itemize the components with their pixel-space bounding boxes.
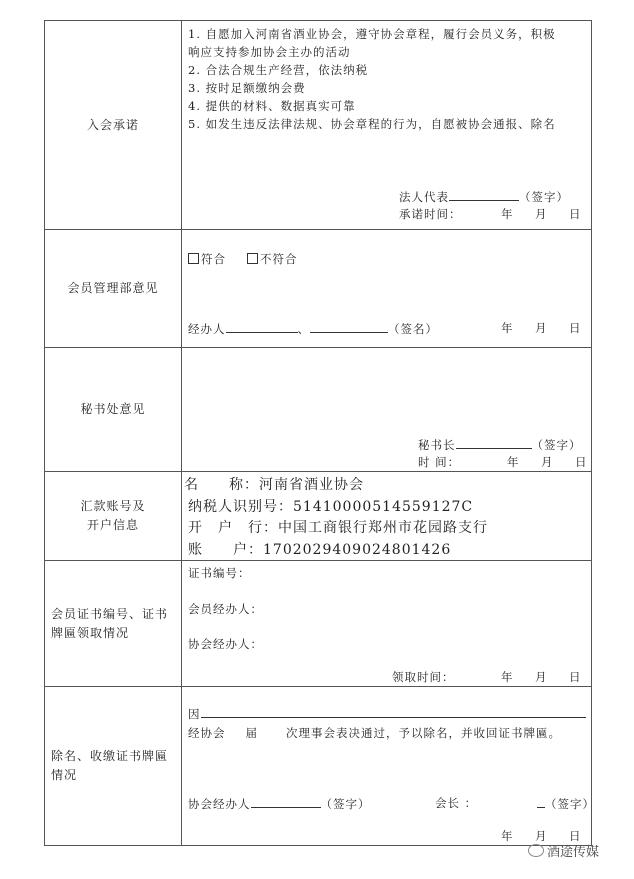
because-label: 因 (188, 707, 201, 721)
row-management (45, 230, 591, 348)
certificate-day: 日 (569, 670, 582, 684)
management-month: 月 (535, 321, 548, 335)
commitment-item-3: 3. 按时足额缴纳会费 (188, 81, 306, 95)
account-name-label: 名 称： (184, 477, 259, 493)
account-number-label: 账 户： (188, 542, 263, 558)
account-content (182, 472, 591, 560)
bank-value: 中国工商银行郑州市花园路支行 (278, 520, 488, 536)
commitment-item-1-cont: 响应支持参加协会主办的活动 (188, 45, 351, 59)
account-number (188, 539, 451, 559)
commitment-item-4: 4. 提供的材料、数据真实可靠 (188, 99, 356, 113)
row-removal (45, 687, 595, 845)
account-name-value: 河南省酒业协会 (259, 477, 364, 493)
account-name (184, 474, 364, 494)
account-tax-id (188, 496, 473, 516)
handler-sep: 、 (297, 322, 310, 336)
management-label: 会员管理部意见 (45, 230, 182, 347)
wechat-icon (528, 844, 544, 857)
secretariat-label: 秘书处意见 (45, 348, 182, 471)
sign-note: （签名） (388, 322, 438, 336)
secretary-label: 秘书长 (418, 438, 456, 452)
removal-handler-blank[interactable] (251, 795, 321, 808)
checkbox-icon[interactable] (247, 253, 258, 264)
cert-number-field[interactable]: 证书编号： (188, 566, 251, 580)
removal-year: 年 (501, 829, 514, 843)
member-handler-field[interactable]: 会员经办人： (188, 602, 263, 616)
handler-blank-1[interactable] (226, 320, 298, 333)
commitment-time-label: 承诺时间： (399, 207, 462, 221)
removal-day: 日 (569, 829, 582, 843)
account-bank (188, 517, 488, 537)
removal-decision-line (188, 725, 561, 741)
membership-form-table (44, 20, 595, 846)
row-account (45, 472, 591, 561)
certificate-label-line2: 牌匾领取情况 (51, 625, 130, 640)
legal-rep-signature-line (399, 188, 569, 205)
commitment-item-1: 1. 自愿加入河南省酒业协会，遵守协会章程，履行会员义务，积极 (188, 27, 556, 41)
watermark (528, 841, 599, 860)
commitment-item-2: 2. 合法合规生产经营，依法纳税 (188, 63, 369, 77)
tax-id-value: 51410000514559127C (293, 499, 474, 515)
option-conform[interactable] (188, 251, 226, 267)
assoc-handler-field[interactable]: 协会经办人： (188, 637, 263, 651)
commitment-content (182, 21, 591, 229)
removal-label (45, 687, 182, 845)
certificate-content (182, 561, 591, 686)
president-label: 会长 ： (435, 796, 478, 810)
legal-rep-blank[interactable] (449, 188, 519, 201)
handler-label: 经办人 (188, 322, 226, 336)
option-not-conform[interactable] (247, 251, 298, 267)
tax-id-label: 纳税人识别号： (188, 499, 293, 515)
sign-note: （签字） (320, 797, 371, 811)
sign-note: （签字） (545, 797, 595, 811)
secretariat-year: 年 (507, 455, 520, 469)
commitment-label: 入会承诺 (45, 21, 182, 229)
decision-text: 次理事会表决通过，予以除名，并收回证书牌匾。 (286, 726, 561, 740)
removal-reason-line (188, 705, 586, 722)
bank-label: 开 户 行： (188, 520, 278, 536)
option-conform-label: 符合 (201, 252, 226, 266)
account-label (45, 472, 182, 560)
via-label: 经协会 (188, 726, 226, 740)
option-not-conform-label: 不符合 (260, 252, 298, 266)
watermark-text: 酒途传媒 (547, 845, 600, 860)
commitment-day: 日 (569, 207, 582, 221)
receive-time-label: 领取时间： (392, 670, 455, 684)
account-label-line1: 汇款账号及 (80, 499, 146, 513)
handler-blank-2[interactable] (310, 320, 388, 333)
checkbox-icon[interactable] (188, 253, 199, 264)
management-day: 日 (569, 321, 582, 335)
commitment-item-5: 5. 如发生违反法律法规、协会章程的行为，自愿被协会通报、除名 (188, 117, 556, 131)
secretary-signature-line (418, 436, 582, 453)
removal-content (182, 687, 595, 845)
secretary-blank[interactable] (456, 436, 532, 449)
account-label-line2: 开户信息 (86, 518, 139, 532)
certificate-label-line1: 会员证书编号、证书 (51, 606, 169, 621)
session-label: 届 (245, 726, 258, 740)
management-content (182, 230, 591, 347)
management-year: 年 (501, 321, 514, 335)
removal-label-line1: 除名、收缴证书牌匾 (51, 749, 169, 763)
sign-note: （签字） (531, 438, 582, 452)
reason-blank[interactable] (201, 705, 586, 718)
row-secretariat (45, 348, 591, 472)
row-certificate (45, 561, 591, 687)
removal-label-line2: 情况 (51, 768, 78, 782)
president-blank[interactable] (537, 795, 545, 808)
removal-month: 月 (535, 829, 548, 843)
row-commitment (45, 21, 591, 230)
legal-rep-label: 法人代表 (399, 190, 449, 204)
secretariat-month: 月 (541, 455, 554, 469)
commitment-year: 年 (501, 207, 514, 221)
commitment-month: 月 (535, 207, 548, 221)
removal-handler-label: 协会经办人 (188, 797, 251, 811)
certificate-month: 月 (535, 670, 548, 684)
sign-note: （签字） (519, 190, 569, 204)
secretariat-day: 日 (575, 455, 588, 469)
secretariat-content (182, 348, 591, 471)
account-number-value: 1702029409024801426 (263, 542, 452, 558)
certificate-label (45, 561, 182, 686)
removal-handler-line (188, 795, 371, 812)
management-handler-line (188, 320, 438, 337)
president-sign-line (537, 795, 595, 812)
secretariat-time-label: 时 间： (418, 455, 461, 469)
certificate-year: 年 (501, 670, 514, 684)
